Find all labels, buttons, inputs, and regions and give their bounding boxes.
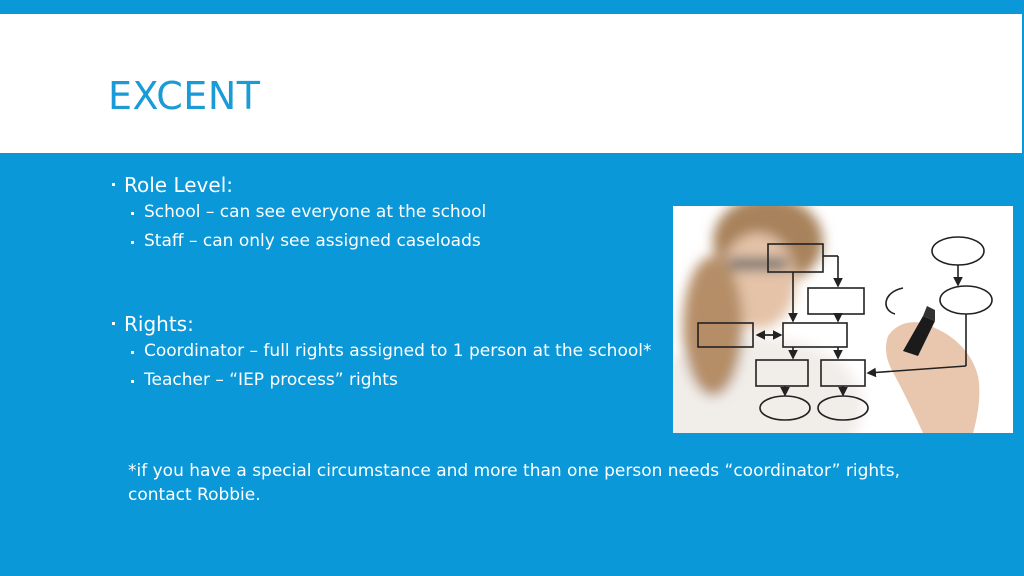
flowchart-photo [673, 206, 1013, 433]
bullet-dot [131, 351, 134, 354]
bullet-dot [112, 183, 115, 186]
bullet-role-level: Role Level: [124, 173, 233, 197]
slide-title: EXCENT [108, 74, 261, 118]
title-band [0, 14, 1024, 153]
bullet-dot [112, 322, 115, 325]
top-accent-strip [0, 0, 1024, 14]
bullet-rights: Rights: [124, 312, 194, 336]
bullet-dot [131, 212, 134, 215]
sub-bullet-coordinator: Coordinator – full rights assigned to 1 person at the school* [144, 341, 652, 361]
sub-bullet-school: School – can see everyone at the school [144, 202, 487, 222]
bullet-dot [131, 380, 134, 383]
footnote: *if you have a special circumstance and more than one person needs “coordinator” rights, contact Robbie. [128, 461, 901, 505]
bullet-dot [131, 241, 134, 244]
flowchart-illustration [673, 206, 1013, 433]
sub-bullet-staff: Staff – can only see assigned caseloads [144, 231, 481, 251]
sub-bullet-teacher: Teacher – “IEP process” rights [144, 370, 398, 390]
